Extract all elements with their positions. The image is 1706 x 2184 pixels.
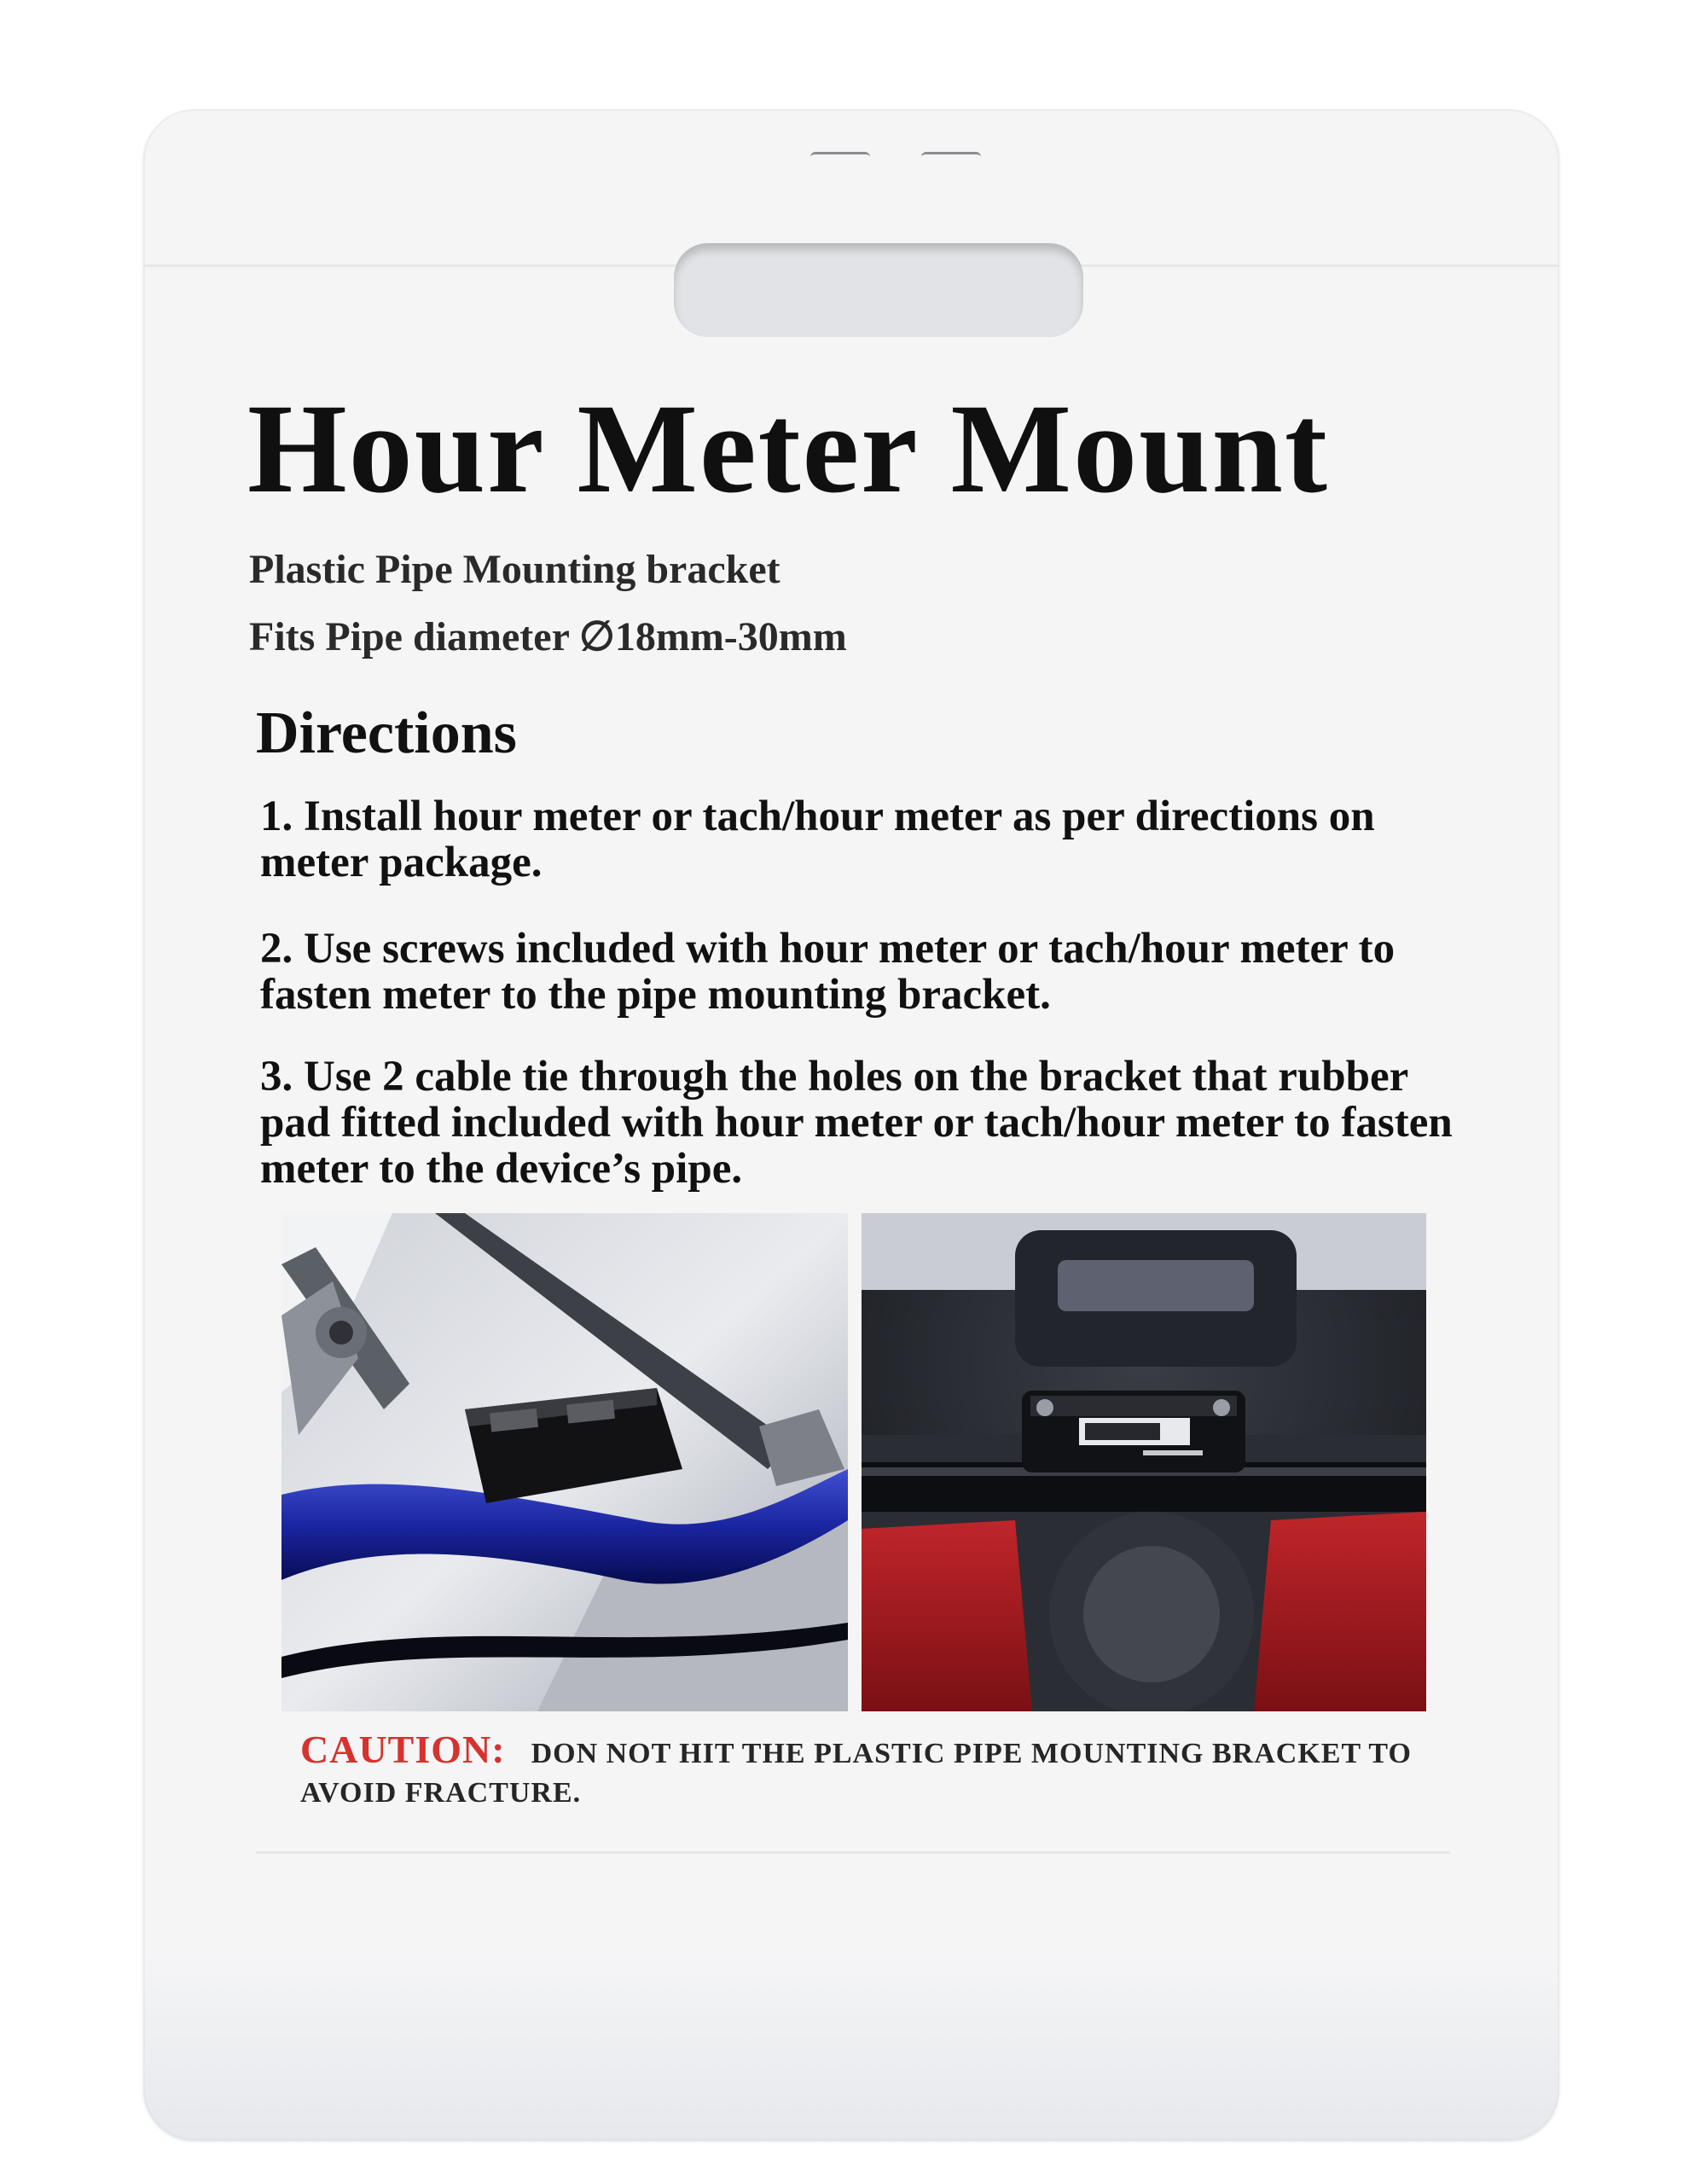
blister-edge (143, 1954, 1559, 2141)
caution-label: CAUTION: (300, 1728, 506, 1771)
photo-mount-blue-pipe (281, 1213, 848, 1711)
caution-notice (300, 1730, 1477, 1813)
caution-text: DON NOT HIT THE PLASTIC PIPE MOUNTING BRACKET TO AVOID FRACTURE. (300, 1738, 1412, 1809)
hang-hole (674, 243, 1083, 337)
subtitle-line1: Plastic Pipe Mounting bracket (249, 547, 780, 592)
subtitle-line2: Fits Pipe diameter ∅18mm-30mm (249, 614, 847, 659)
direction-step-3: 3. Use 2 cable tie through the holes on the bracket that rubber pad fitted included with hour meter or tach/hour meter to fasten meter to the device’s pipe. (260, 1053, 1453, 1193)
directions-heading: Directions (256, 700, 517, 766)
direction-step-1: 1. Install hour meter or tach/hour meter as per directions on meter package. (260, 793, 1375, 886)
photo-mount-black-pipe-image (862, 1213, 1426, 1711)
fold-line-bottom (256, 1851, 1450, 1854)
photo-mount-black-pipe (862, 1213, 1426, 1711)
photo-mount-blue-pipe-image (281, 1213, 848, 1711)
tab-slot-right (921, 152, 981, 165)
tab-slot-left (810, 152, 870, 165)
direction-step-2: 2. Use screws included with hour meter or tach/hour meter to fasten meter to the pipe mounting bracket. (260, 925, 1396, 1019)
product-title: Hour Meter Mount (247, 378, 1329, 520)
